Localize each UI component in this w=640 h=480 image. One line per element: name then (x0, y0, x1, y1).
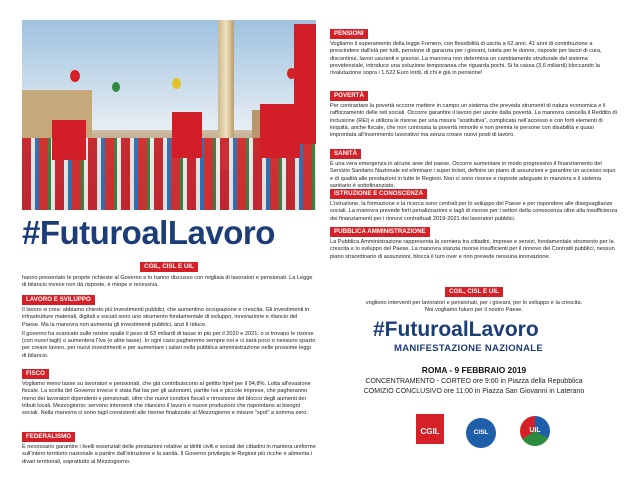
closing-section (330, 280, 618, 315)
federalismo-tag: FEDERALISMO (22, 432, 75, 442)
uil-logo: UIL (520, 416, 550, 446)
concentramento-line: CONCENTRAMENTO - CORTEO ore 9:00 in Piazza della Repubblica (365, 378, 583, 385)
comizio-line: COMIZIO CONCLUSIVO ore 11:00 in Piazza San Giovanni in Laterano (363, 388, 585, 395)
fisco-tag: FISCO (22, 369, 49, 379)
rally-photo (22, 20, 316, 210)
lavoro-body-2: Il governo ha scaricato sulle nostre spalle il peso di 53 miliardi di tasse in più per il 2020 e 2021: o si trovano le risorse (con nuovi tagli) o aumentera l'Iva (e altre tasse). In ogni caso pagheremo sempre noi e ci sarà poco o nessuno spazio per creare lavoro, per nuovi investimenti e per aumentare i salari nella pubblica amministrazione nelle prossime leggi di bilancio. (22, 330, 316, 359)
sanita-body: È una vera emergenza in alcune aree del paese. Occorre aumentare in modo progressivo il finanziamento del Servizio Sanitario Nazionale ed eliminare i super ticket, definire un piano di assunzioni e garantire un accesso equo e di qualità alle prestazioni in tutte le Regioni. Non ci sono risorse e risposte adeguate in manovra e il sistema sanitario è sottofinanziato. (330, 161, 616, 189)
cisl-logo: CISL (466, 418, 496, 448)
intro-tag: CGIL, CISL E UIL (140, 262, 198, 272)
pensioni-section (330, 22, 618, 77)
lavoro-section (22, 288, 316, 360)
intro-body: hanno presentato le proprie richieste al Governo e lo hanno discusso con migliaia di lavoratori e pensionati. La Legge di bilancio invece non dà risposte, è miope e recessiva. (22, 275, 313, 289)
istruzione-section (330, 182, 618, 223)
pa-body: La Pubblica Amministrazione rappresenta la cerniera tra cittadini, imprese e servizi, fondamentale strumento per la crescita e lo sviluppo del Paese. La manovra stanzia risorse insufficienti per il rinnovo dei Contratti pubblici, nessun piano straordinario di assunzioni, blocca il turn over e non prevede nessuna innovazione. (330, 239, 615, 260)
federalismo-section (22, 425, 316, 466)
poverta-section (330, 84, 618, 139)
lavoro-body: Il lavoro si crea: abbiamo chiesto più investimenti pubblici, che aumentino occupazione e crescita. Gli investimenti in infrastrutture materiali, digitali e sociali sono uno strumento fondamentale di sviluppo, innovazione e rilancio del Paese. Ma la manovra non aumenta gli investimenti pubblici, anzi li riduce. (22, 307, 310, 328)
closing-body-1: vogliono interventi per lavoratori e pensionati, per i giovani, per lo sviluppo e la crescita. (365, 300, 583, 306)
manifestazione-label: MANIFESTAZIONE NAZIONALE (394, 343, 543, 354)
closing-tag: CGIL, CISL E UIL (445, 287, 503, 297)
lavoro-tag: LAVORO E SVILUPPO (22, 295, 95, 305)
hashtag-title: #FuturoalLavoro (22, 214, 275, 251)
event-date: ROMA - 9 FEBBRAIO 2019 (421, 365, 527, 375)
poverta-body: Per contrastare la povertà occorre mettere in campo un sistema che preveda strumenti di natura economica e il rafforzamento delle reti sociali. Occorre garantire il lavoro per uscire dalla povertà. La manovra cancella il Reddito di inclusione (REI) e utilizza le risorse per una misura "sostitutiva", complicata nell'accesso e con forti elementi di iniquità, anche fiscale, che non contrasta la povertà minorile e non premia le persone con disabilità e quasi improntata all'inserimento lavorativo ma senza creare nuovi posti di lavoro. (330, 103, 617, 139)
pensioni-tag: PENSIONI (330, 29, 368, 39)
cgil-logo: CGIL (416, 414, 444, 444)
closing-body-2: Noi vogliamo futuro per il nostro Paese. (425, 307, 523, 314)
sanita-tag: SANITÀ (330, 149, 361, 159)
intro-section (22, 255, 316, 290)
poverta-tag: POVERTÀ (330, 91, 368, 101)
fisco-body: Vogliamo meno tasse su lavoratori e pensionati, che già contribuiscono al gettito Irpef per il 94,8%. Lotta all'evasione fiscale. La scelta del Governo invece è stata flat tax per gli autonomi, partite Iva e piccole imprese, che pagheranno meno dei lavoratori dipendenti e pensionati, oltre che nuovi condoni fiscali e rimozione del blocco degli aumenti dei tributi locali. Mezzogiorno: servono interventi che rilancino il lavoro e nuove produzioni che rispondano ai bisogni sociali. Nella manovra ci sono tagli consistenti alle risorse finalizzate al Mezzogiorno e misure "spot" a somma zero. (22, 381, 311, 417)
pa-section (330, 220, 618, 261)
fisco-section (22, 362, 316, 417)
hashtag-secondary: #FuturoalLavoro (373, 318, 539, 341)
federalismo-body: È necessario garantire i livelli essenziali delle prestazioni relative ai diritti civili e sociali dei cittadini in maniera uniforme sull'intero territorio nazionale a partire dall'istruzione e la sanità. Il Governo privilegia le Regioni più ricche e alimenta i divari territoriali, soprattutto al Mezzogiorno. (22, 444, 316, 465)
pensioni-body: Vogliamo il superamento della legge Fornero, con flessibilità di uscita a 62 anni, 41 anni di contribuzione a prescindere dall'età per tutti, pensione di garanzia per i giovani, tutela per le donne, risposte per lavori di cura, discontinui, lavori usuranti e gravosi. La manovra non determina un cambiamento strutturale del sistema previdenziale, introduce una soluzione temporanea che riguarda pochi. Si fa cassa (3,6 miliardi) bloccando la rivalutazione sopra i 1.522 Euro lordi, di chi è già in pensione! (330, 41, 602, 77)
pa-tag: PUBBLICA AMMINISTRAZIONE (330, 227, 430, 237)
istruzione-tag: ISTRUZIONE E CONOSCENZA (330, 189, 427, 199)
istruzione-body: L'istruzione, la formazione e la ricerca sono centrali per lo sviluppo del Paese e per rispondere alle diseguaglianze sociali. La manovra prevede forti penalizzazioni e tagli di risorse per i settori della conoscenza oltre alla insufficienza dei finanziamenti per i rinnovi contrattuali 2019-2021 dei lavoratori pubblici. (330, 201, 618, 222)
